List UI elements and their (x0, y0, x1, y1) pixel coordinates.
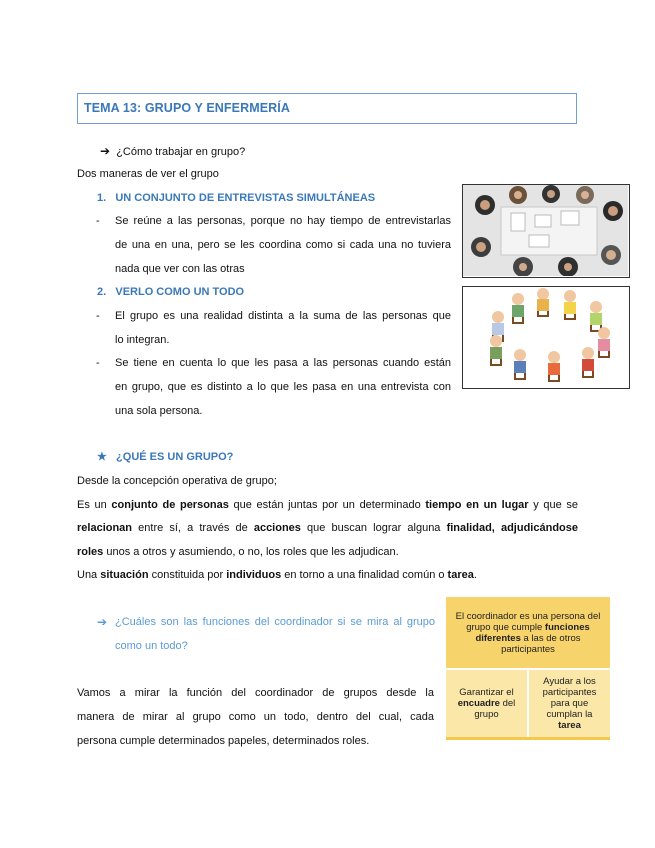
arrow-icon: ➔ (100, 144, 111, 158)
definition-line-1: Es un conjunto de personas que están juntas por un determinado tiempo en un lugar y que se (77, 499, 579, 511)
coordinator-table (446, 597, 610, 740)
intro-text: Dos maneras de ver el grupo (77, 168, 219, 180)
s2-b2-line-2: en grupo, que es distinto a lo que les pasa en una entrevista con (115, 381, 451, 393)
s2-b2-line-3: una sola persona. (115, 405, 203, 417)
definition-line-2: relacionan entre sí, a través de acciones que buscan lograr alguna finalidad, adjudicándose (77, 522, 578, 534)
s1-line-3: nada que ver con las otras (115, 263, 245, 275)
definition-line-3: roles unos a otros y asumiendo, o no, los roles que les adjudican. (77, 546, 399, 558)
table-right-cell: Ayudar a los participantes para que cumplan la tarea (529, 670, 610, 737)
bullet-dash: - (96, 215, 100, 227)
question-2-line-2: como un todo? (115, 640, 188, 652)
table-header-cell: El coordinador es una persona del grupo que cumple funciones diferentes a las de otros participantes (446, 597, 610, 668)
title-box (77, 93, 577, 124)
bullet-dash: - (96, 357, 100, 369)
s2-b2-line-1: Se tiene en cuenta lo que les pasa a las personas cuando están (115, 357, 451, 369)
star-heading: ★ ¿QUÉ ES UN GRUPO? (97, 451, 234, 463)
s2-b1-line-2: lo integran. (115, 334, 170, 346)
bullet-dash: - (96, 310, 100, 322)
star-icon: ★ (97, 451, 107, 463)
para-line-3: persona cumple determinados papeles, determinados roles. (77, 735, 370, 747)
question-2-line-1: ¿Cuáles son las funciones del coordinador si se mira al grupo (115, 616, 435, 628)
s2-b1-line-1: El grupo es una realidad distinta a la suma de las personas que (115, 310, 451, 322)
group-drawing (463, 287, 628, 387)
page-title: TEMA 13: GRUPO Y ENFERMERÍA (84, 101, 290, 115)
definition-line-4: Una situación constituida por individuos en torno a una finalidad común o tarea. (77, 569, 477, 581)
table-bottom-border (446, 737, 610, 740)
s1-line-2: de una en una, pero se les coordina como si cada una no tuviera (115, 239, 451, 251)
arrow-icon: ➔ (97, 615, 108, 629)
para-line-1: Vamos a mirar la función del coordinador de grupos desde la (77, 687, 434, 699)
section-2-heading: 2. VERLO COMO UN TODO (97, 286, 245, 298)
para-line-2: manera de mirar al grupo como un todo, dentro del cual, cada (77, 711, 434, 723)
question-1: ➔ ¿Cómo trabajar en grupo? (100, 144, 246, 158)
table-left-cell: Garantizar el encuadre del grupo (446, 670, 527, 737)
definition-intro: Desde la concepción operativa de grupo; (77, 475, 277, 487)
section-1-heading: 1. UN CONJUNTO DE ENTREVISTAS SIMULTÁNEAS (97, 192, 376, 204)
meeting-photo (462, 184, 630, 278)
meeting-illustration (463, 185, 628, 276)
s1-line-1: Se reúne a las personas, porque no hay tiempo de entrevistarlas (115, 215, 451, 227)
group-circle-illustration (462, 286, 630, 389)
